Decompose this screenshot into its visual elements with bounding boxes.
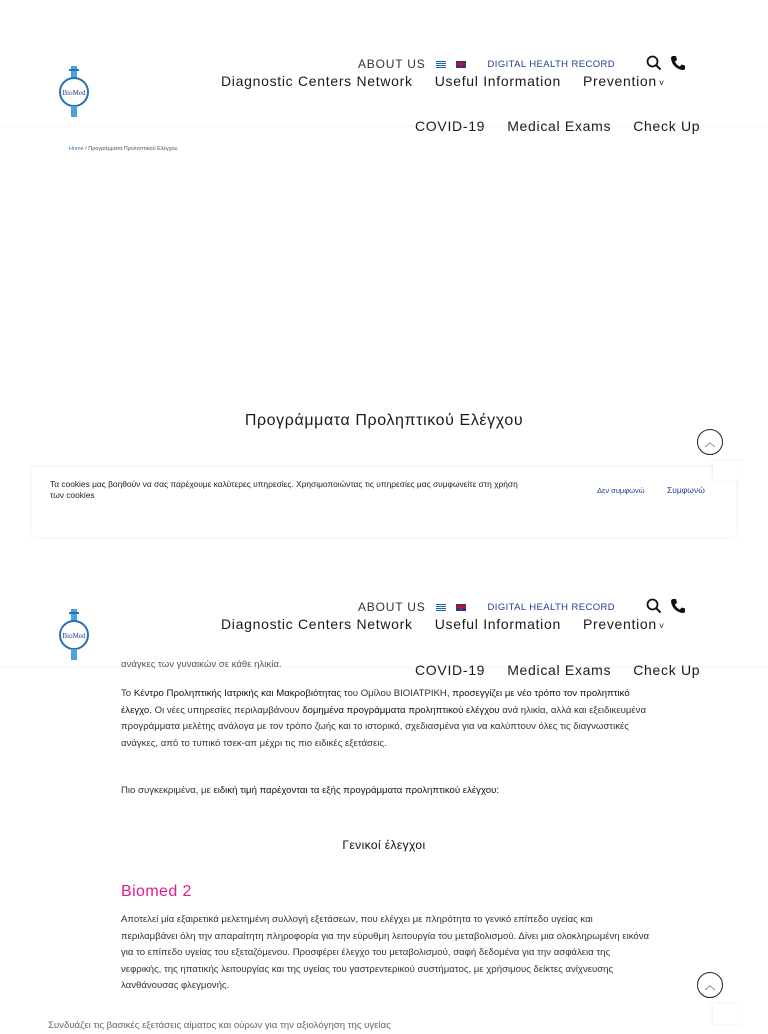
digital-health-record-button[interactable]: DIGITAL HEALTH RECORD <box>487 601 616 613</box>
program-description: Αποτελεί μία εξαιρετικά μελετημένη συλλογή εξετάσεων, που ελέγχει με πληρότητα το γενικό επίπεδο υγείας και περιλαμβάνει όλη την απαραίτητη πληροφορία για την εύρυθμη λειτουργία του μεταβολισμού. Δίνει μια ολοκληρωμένη εικόνα για το επίπεδο υγείας του εξεταζόμενου. Προσφέρει έλεγχο του μεταβολισμού, σαφή δεδομένα για την ασφάλεια της νεφρικής, της ηπατικής λειτουργίας και της υγείας του γαστρεντερικού συστήματος, με χρήσιμους δείκτες ανίχνευσης λανθάνουσας φλεγμονής. <box>121 914 650 991</box>
nav-covid-19[interactable]: COVID-19 <box>415 662 486 678</box>
scroll-to-top-button[interactable] <box>697 972 723 998</box>
greek-flag-icon[interactable] <box>436 61 446 68</box>
text-run: Πιο συγκεκριμένα, με <box>121 785 214 796</box>
uk-flag-icon[interactable] <box>456 604 466 611</box>
uk-flag-icon[interactable] <box>456 61 466 68</box>
text-emphasis: ειδική τιμή παρέχονται τα εξής προγράμματα προληπτικού ελέγχου: <box>213 785 499 796</box>
nav-medical-exams[interactable]: Medical Exams <box>507 662 612 678</box>
text-emphasis: προσεγγίζει με νέο τρόπο τον προληπτικό έλεγχο. <box>121 688 630 716</box>
logo-text: BioMed <box>62 89 86 97</box>
site-header <box>0 0 768 125</box>
chevron-down-icon: ˅ <box>658 621 665 631</box>
nav-covid-19[interactable]: COVID-19 <box>415 118 486 134</box>
nav-check-up[interactable]: Check Up <box>633 118 701 134</box>
digital-health-record-button[interactable]: DIGITAL HEALTH RECORD <box>487 58 616 70</box>
main-nav <box>221 616 665 632</box>
biomed-logo[interactable] <box>58 609 90 661</box>
top-bar <box>358 56 643 72</box>
cookie-decline-button[interactable]: Δεν συμφωνώ <box>597 486 645 495</box>
about-us-link[interactable]: ABOUT US <box>358 57 426 71</box>
text-emphasis: δομημένα προγράμματα προληπτικού ελέγχου <box>302 704 500 716</box>
nav-diagnostic-centers[interactable]: Diagnostic Centers Network <box>221 73 413 89</box>
main-nav <box>221 73 665 89</box>
phone-icon[interactable] <box>670 55 686 71</box>
nav-prevention-label: Prevention <box>582 73 657 89</box>
side-widget[interactable] <box>713 461 743 481</box>
text-run: του Ομίλου ΒΙΟΙΑΤΡΙΚΗ, <box>341 688 453 699</box>
secondary-nav <box>415 118 700 134</box>
chevron-up-icon: ︿ <box>704 437 716 449</box>
nav-prevention[interactable] <box>583 616 665 632</box>
breadcrumb-current: Προγράμματα Προληπτικού Ελέγχου <box>88 146 178 152</box>
search-icon[interactable] <box>646 55 662 71</box>
nav-diagnostic-centers[interactable]: Diagnostic Centers Network <box>221 616 413 632</box>
side-widget[interactable] <box>713 1004 743 1024</box>
about-us-link[interactable]: ABOUT US <box>358 600 426 614</box>
nav-medical-exams[interactable]: Medical Exams <box>507 118 612 134</box>
greek-flag-icon[interactable] <box>436 604 446 611</box>
nav-prevention-label: Prevention <box>582 616 657 632</box>
logo-text: BioMed <box>62 632 86 640</box>
text-run: Οι νέες υπηρεσίες περιλαμβάνουν <box>151 704 303 716</box>
article-cut-line: ανάγκες των γυναικών σε κάθε ηλικία. <box>121 659 282 670</box>
text-emphasis: Κέντρο Προληπτικής Ιατρικής και Μακροβιότητας <box>133 688 342 699</box>
chevron-up-icon: ︿ <box>704 980 716 992</box>
nav-useful-information[interactable]: Useful Information <box>434 73 561 89</box>
nav-prevention[interactable] <box>583 73 665 89</box>
nav-useful-information[interactable]: Useful Information <box>434 616 561 632</box>
cookie-accept-button[interactable]: Συμφωνώ <box>667 485 705 495</box>
program-title: Biomed 2 <box>121 883 192 900</box>
secondary-nav <box>415 662 700 678</box>
cookie-banner <box>32 467 736 537</box>
article-next-line: Συνδυάζει τις βασικές εξετάσεις αίματος και ούρων για την αξιολόγηση της υγείας <box>48 1020 391 1031</box>
text-run: Το <box>121 688 134 699</box>
section-heading: Γενικοί έλεγχοι <box>342 838 426 852</box>
phone-icon[interactable] <box>670 598 686 614</box>
article-paragraph-intro <box>121 686 651 752</box>
search-icon[interactable] <box>646 598 662 614</box>
breadcrumb-separator: / <box>85 146 87 152</box>
page-title: Προγράμματα Προληπτικού Ελέγχου <box>244 412 524 429</box>
scroll-to-top-button[interactable] <box>697 429 723 455</box>
text-run: ανά ηλικία, αλλά και εξειδικευμένα προγράμματα μελέτης ανάλογα με τον τρόπο ζωής και το ιστορικό, σχεδιασμένα για να καλύπτουν όλες τις διαγνωστικές ανάγκες, από το τυπικό τσεκ-απ μέχρι τις πιο ειδικές εξετάσεις. <box>121 704 647 749</box>
top-bar <box>358 599 643 615</box>
article-paragraph-programs <box>121 783 651 800</box>
breadcrumb <box>69 146 178 152</box>
cookie-message: Τα cookies μας βοηθούν να σας παρέχουμε καλύτερες υπηρεσίες. Χρησιμοποιώντας τις υπηρεσίες μας συμφωνείτε στη χρήση των cookies <box>50 479 518 500</box>
breadcrumb-home[interactable]: Home <box>69 146 84 152</box>
nav-check-up[interactable]: Check Up <box>633 662 701 678</box>
biomed-logo[interactable] <box>58 66 90 118</box>
chevron-down-icon: ˅ <box>658 78 665 88</box>
